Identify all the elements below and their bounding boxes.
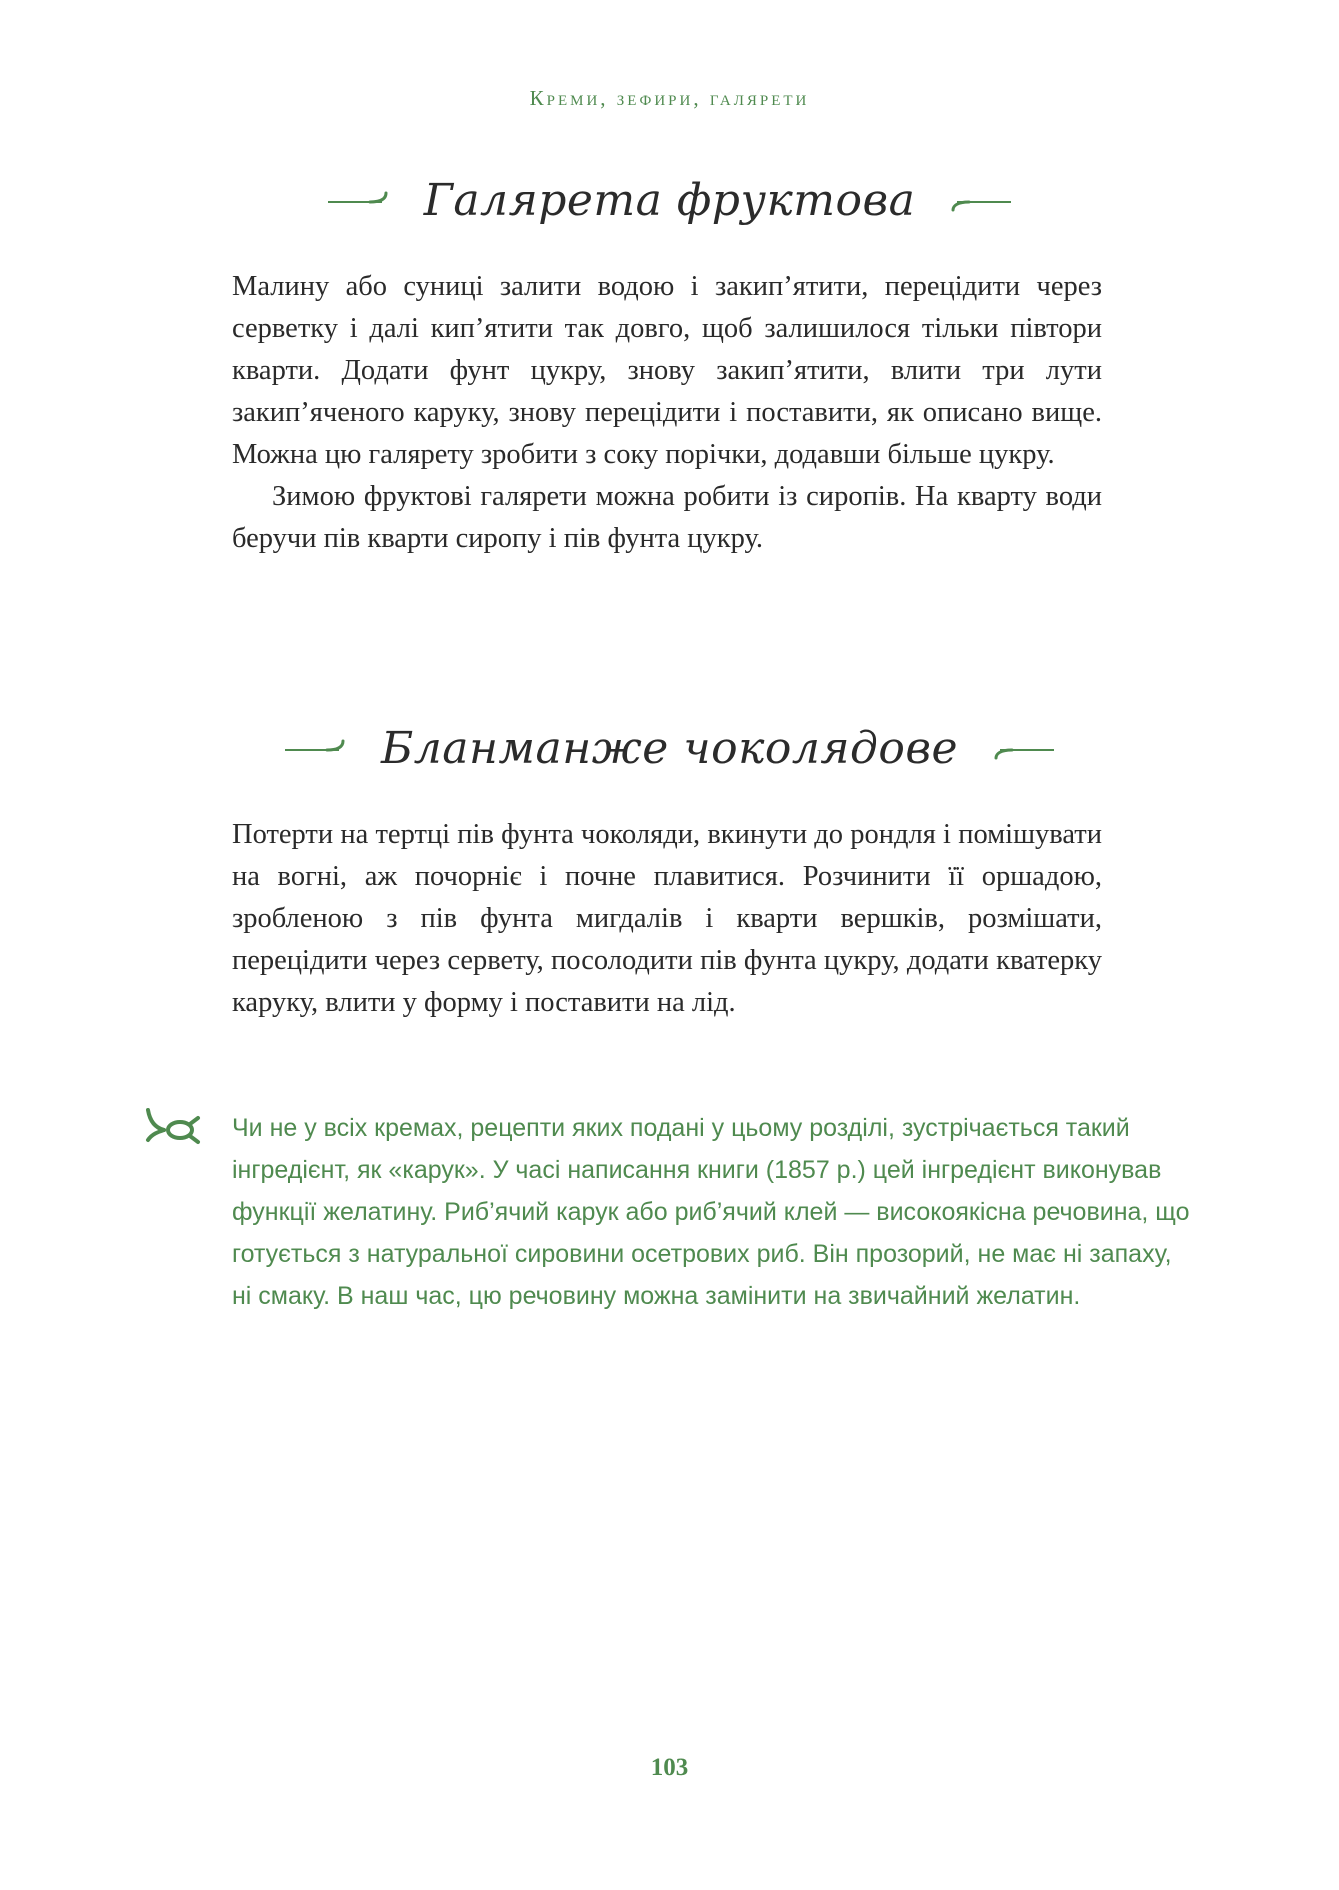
recipe-paragraph: Малину або суниці залити водою і закип’ятити, перецідити через серветку і далі кип’ятити так довго, щоб залишилося тільки півтори кварти. Додати фунт цукру, знову закип’ятити, влити три лути закип’яченого каруку, знову перецідити і поставити, як описано вище. Можна цю галярету зробити з соку порічки, додавши більше цукру.	[232, 271, 1102, 470]
flourish-left-icon	[326, 188, 406, 212]
recipe-paragraph: Зимою фруктові галярети можна робити із сиропів. На кварту води беручи пів кварти сиропу і пів фунта цукру.	[232, 481, 1102, 554]
editor-note: Чи не у всіх кремах, рецепти яких подані у цьому розділі, зустрічається такий інгредієнт, як «карук». У часі написання книги (1857 р.) цей інгредієнт виконував функції желатину. Риб’ячий карук або риб’ячий клей — високоякісна речовина, що готується з натуральної сировини осетрових риб. Він прозорий, не має ні запаху, ні смаку. В наш час, цю речовину можна замінити на звичайний желатин.	[232, 1114, 1190, 1310]
recipe-body-galyareta	[232, 266, 1102, 560]
recipe-title-galyareta	[0, 170, 1339, 230]
running-head: Креми, зефири, галярети	[529, 86, 810, 110]
flourish-right-icon	[933, 188, 1013, 212]
recipe-title-text: Галярета фруктова	[423, 174, 916, 226]
recipe-paragraph: Потерти на тертці пів фунта чоколяди, вкинути до рондля і помішувати на вогні, аж почорніє і почне плавитися. Розчинити її оршадою, зробленою з пів фунта мигдалів і кварти вершків, розмішати, перецідити через сервету, посолодити пів фунта цукру, додати кватерку каруку, влити у форму і поставити на лід.	[232, 819, 1102, 1018]
flourish-left-icon	[283, 736, 363, 760]
recipe-title-text: Бланманже чоколядове	[380, 722, 959, 774]
recipe-body-blanmanzhe	[232, 814, 1102, 1024]
ornament-icon	[144, 1104, 202, 1146]
page-number: 103	[650, 1754, 689, 1781]
recipe-title-blanmanzhe	[0, 718, 1339, 778]
flourish-right-icon	[976, 736, 1056, 760]
